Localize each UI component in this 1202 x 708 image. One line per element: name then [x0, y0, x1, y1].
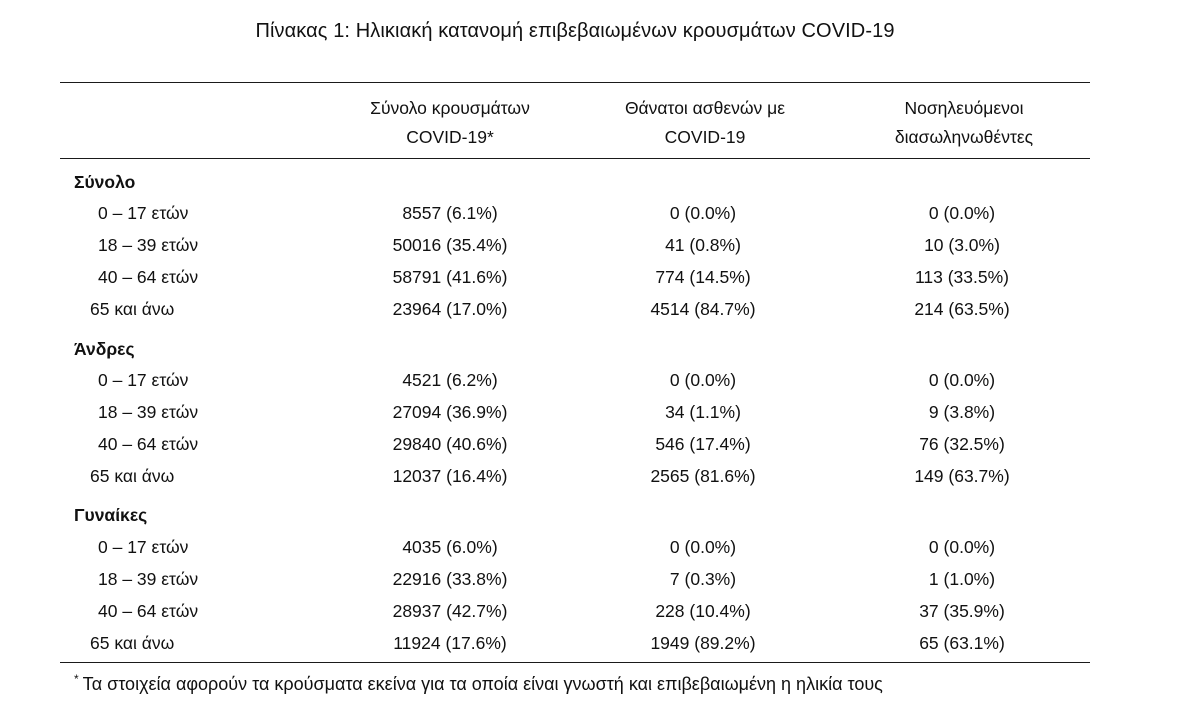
row-label: 40 – 64 ετών [98, 601, 199, 621]
cases-cell: 4035 (6.0%) [402, 537, 498, 557]
deaths-cell: 774 (14.5%) [655, 267, 751, 287]
column-header-line: Σύνολο κρουσμάτων [370, 98, 530, 118]
deaths-cell: 228 (10.4%) [655, 601, 751, 621]
intubated-cell: 10 (3.0%) [924, 235, 1000, 255]
table-row [0, 235, 1202, 265]
row-label: 0 – 17 ετών [98, 203, 189, 223]
intubated-cell: 37 (35.9%) [919, 601, 1005, 621]
table-row [0, 466, 1202, 496]
table-row [0, 370, 1202, 400]
row-label: 65 και άνω [90, 299, 175, 319]
column-header-deaths [575, 94, 835, 152]
intubated-cell: 9 (3.8%) [928, 402, 996, 422]
column-header-cases [320, 94, 580, 152]
table-row [0, 267, 1202, 297]
section-heading-total: Σύνολο [74, 172, 136, 192]
intubated-cell: 0 (0.0%) [928, 203, 996, 223]
row-label: 18 – 39 ετών [98, 569, 199, 589]
column-header-line: Νοσηλευόμενοι [904, 98, 1024, 118]
row-label: 0 – 17 ετών [98, 537, 189, 557]
row-label: 65 και άνω [90, 633, 175, 653]
column-header-intubated [834, 94, 1094, 152]
row-label: 40 – 64 ετών [98, 267, 199, 287]
intubated-cell: 113 (33.5%) [914, 267, 1010, 287]
table-row [0, 537, 1202, 567]
deaths-cell: 4514 (84.7%) [650, 299, 756, 319]
deaths-cell: 2565 (81.6%) [650, 466, 756, 486]
column-header-line: Θάνατοι ασθενών με [624, 98, 786, 118]
cases-cell: 11924 (17.6%) [393, 633, 507, 653]
intubated-cell: 65 (63.1%) [919, 633, 1005, 653]
cases-cell: 23964 (17.0%) [392, 299, 508, 319]
deaths-cell: 0 (0.0%) [669, 203, 737, 223]
row-label: 40 – 64 ετών [98, 434, 199, 454]
cases-cell: 27094 (36.9%) [392, 402, 508, 422]
footnote [74, 672, 883, 695]
cases-cell: 4521 (6.2%) [402, 370, 498, 390]
bottom-rule [60, 662, 1090, 663]
intubated-cell: 0 (0.0%) [928, 370, 996, 390]
cases-cell: 28937 (42.7%) [392, 601, 508, 621]
row-label: 18 – 39 ετών [98, 402, 199, 422]
cases-cell: 29840 (40.6%) [392, 434, 508, 454]
cases-cell: 8557 (6.1%) [402, 203, 498, 223]
table-row [0, 601, 1202, 631]
row-label: 0 – 17 ετών [98, 370, 189, 390]
deaths-cell: 0 (0.0%) [669, 537, 737, 557]
deaths-cell: 7 (0.3%) [669, 569, 737, 589]
footnote-marker: * [74, 672, 79, 686]
table-title: Πίνακας 1: Ηλικιακή κατανομή επιβεβαιωμένων κρουσμάτων COVID-19 [255, 20, 895, 42]
section-heading-men: Άνδρες [74, 339, 135, 359]
row-label: 18 – 39 ετών [98, 235, 199, 255]
cases-cell: 58791 (41.6%) [392, 267, 508, 287]
table-row [0, 203, 1202, 233]
footnote-text: Τα στοιχεία αφορούν τα κρούσματα εκείνα για τα οποία είναι γνωστή και επιβεβαιωμένη η ηλικία τους [82, 674, 883, 694]
intubated-cell: 0 (0.0%) [928, 537, 996, 557]
cases-cell: 50016 (35.4%) [392, 235, 508, 255]
cases-cell: 22916 (33.8%) [392, 569, 508, 589]
deaths-cell: 546 (17.4%) [655, 434, 751, 454]
table-row [0, 402, 1202, 432]
section-heading-women: Γυναίκες [74, 505, 148, 525]
deaths-cell: 0 (0.0%) [669, 370, 737, 390]
column-header-line: COVID-19 [664, 127, 746, 147]
table-row [0, 569, 1202, 599]
intubated-cell: 214 (63.5%) [914, 299, 1010, 319]
column-header-line: COVID-19* [406, 127, 494, 147]
intubated-cell: 149 (63.7%) [914, 466, 1010, 486]
top-rule [60, 82, 1090, 83]
deaths-cell: 34 (1.1%) [665, 402, 741, 422]
intubated-cell: 1 (1.0%) [928, 569, 996, 589]
column-header-line: διασωληνωθέντες [894, 127, 1034, 147]
table-row [0, 434, 1202, 464]
cases-cell: 12037 (16.4%) [392, 466, 508, 486]
intubated-cell: 76 (32.5%) [919, 434, 1005, 454]
deaths-cell: 41 (0.8%) [665, 235, 741, 255]
row-label: 65 και άνω [90, 466, 175, 486]
table-row [0, 299, 1202, 329]
deaths-cell: 1949 (89.2%) [650, 633, 756, 653]
header-rule [60, 158, 1090, 159]
table-row [0, 633, 1202, 663]
